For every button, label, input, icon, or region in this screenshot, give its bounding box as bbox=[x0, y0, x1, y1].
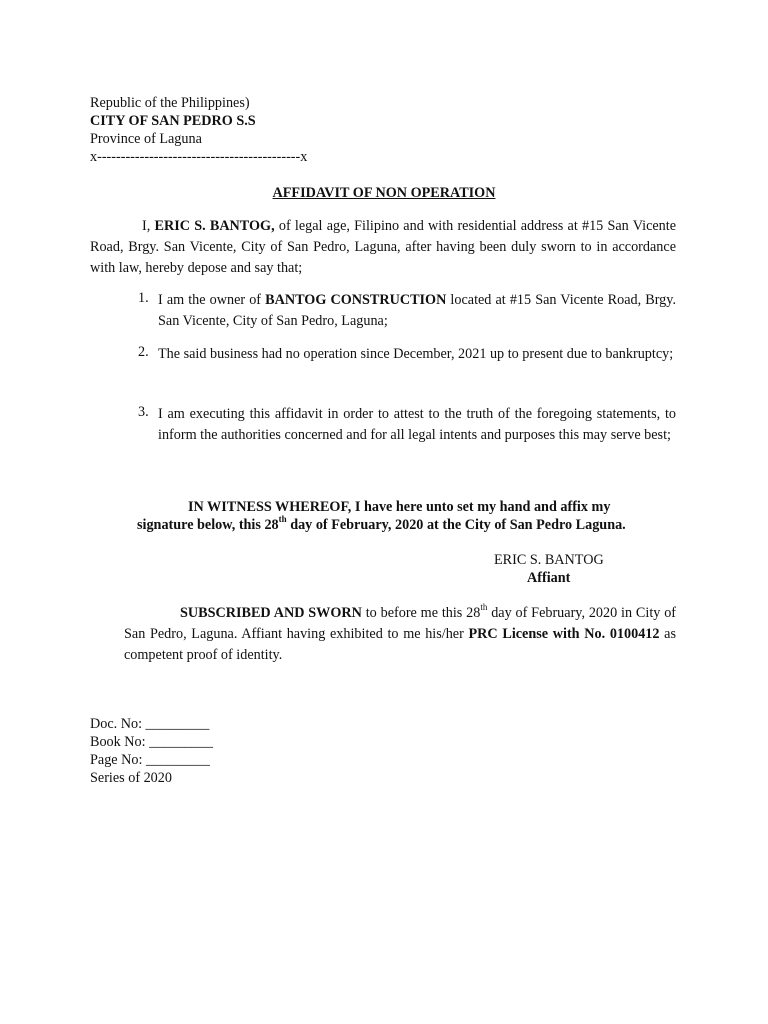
affiant-name: ERIC S. BANTOG bbox=[494, 552, 604, 568]
business-name: BANTOG CONSTRUCTION bbox=[265, 292, 447, 308]
item-number: 2. bbox=[138, 344, 149, 360]
affiant-name-inline: ERIC S. BANTOG, bbox=[154, 218, 275, 234]
page-number-field: Page No: _________ bbox=[90, 752, 210, 768]
jurat-heading: SUBSCRIBED AND SWORN bbox=[180, 605, 362, 621]
book-number-field: Book No: _________ bbox=[90, 734, 213, 750]
witness-line-2 bbox=[137, 516, 626, 534]
jurat-superscript: th bbox=[480, 602, 488, 613]
list-item bbox=[138, 344, 676, 365]
jurat-text-2: day of February, 2020 in City of San Pedro, Laguna. Affiant having exhibited to me his/her bbox=[124, 605, 677, 642]
item-text-post: located at #15 San Vicente Road, Brgy. San Vicente, City of San Pedro, Laguna; bbox=[158, 292, 676, 329]
doc-number-field: Doc. No: _________ bbox=[90, 716, 210, 732]
jurat-text-3: as competent proof of identity. bbox=[124, 626, 676, 663]
venue-province: Province of Laguna bbox=[90, 131, 202, 147]
venue-city: CITY OF SAN PEDRO S.S bbox=[90, 113, 256, 129]
item-text bbox=[158, 290, 676, 332]
intro-prefix: I, bbox=[142, 218, 155, 234]
document-title: AFFIDAVIT OF NON OPERATION bbox=[272, 185, 496, 201]
license-number: PRC License with No. 0100412 bbox=[468, 626, 660, 642]
venue-separator: x-------------------------------------------x bbox=[90, 149, 308, 165]
jurat-paragraph bbox=[124, 603, 676, 666]
witness-line-2-post: day of February, 2020 at the City of San Pedro Laguna. bbox=[286, 517, 626, 533]
item-number: 3. bbox=[138, 404, 149, 420]
item-text: I am executing this affidavit in order to attest to the truth of the foregoing statements, to inform the authorities concerned and for all legal intents and purposes this may serve best; bbox=[158, 406, 676, 443]
series-field: Series of 2020 bbox=[90, 770, 172, 786]
witness-line-2-pre: signature below, this 28 bbox=[137, 517, 279, 533]
item-text-pre: I am the owner of bbox=[158, 292, 266, 308]
list-item bbox=[138, 290, 676, 332]
item-text: The said business had no operation since December, 2021 up to present due to bankruptcy; bbox=[158, 346, 674, 362]
affiant-role: Affiant bbox=[527, 570, 571, 586]
jurat-text-1: to before me this 28 bbox=[361, 605, 481, 621]
witness-line-1: IN WITNESS WHEREOF, I have here unto set my hand and affix my bbox=[188, 499, 611, 515]
intro-paragraph bbox=[90, 216, 676, 279]
venue-republic: Republic of the Philippines) bbox=[90, 95, 250, 111]
item-number: 1. bbox=[138, 290, 149, 306]
list-item bbox=[138, 404, 676, 446]
witness-superscript: th bbox=[278, 514, 287, 525]
intro-rest: of legal age, Filipino and with residential address at #15 San Vicente Road, Brgy. San Vicente, City of San Pedro, Laguna, after having been duly sworn to in accordance with law, hereby depose and say that; bbox=[90, 218, 676, 276]
